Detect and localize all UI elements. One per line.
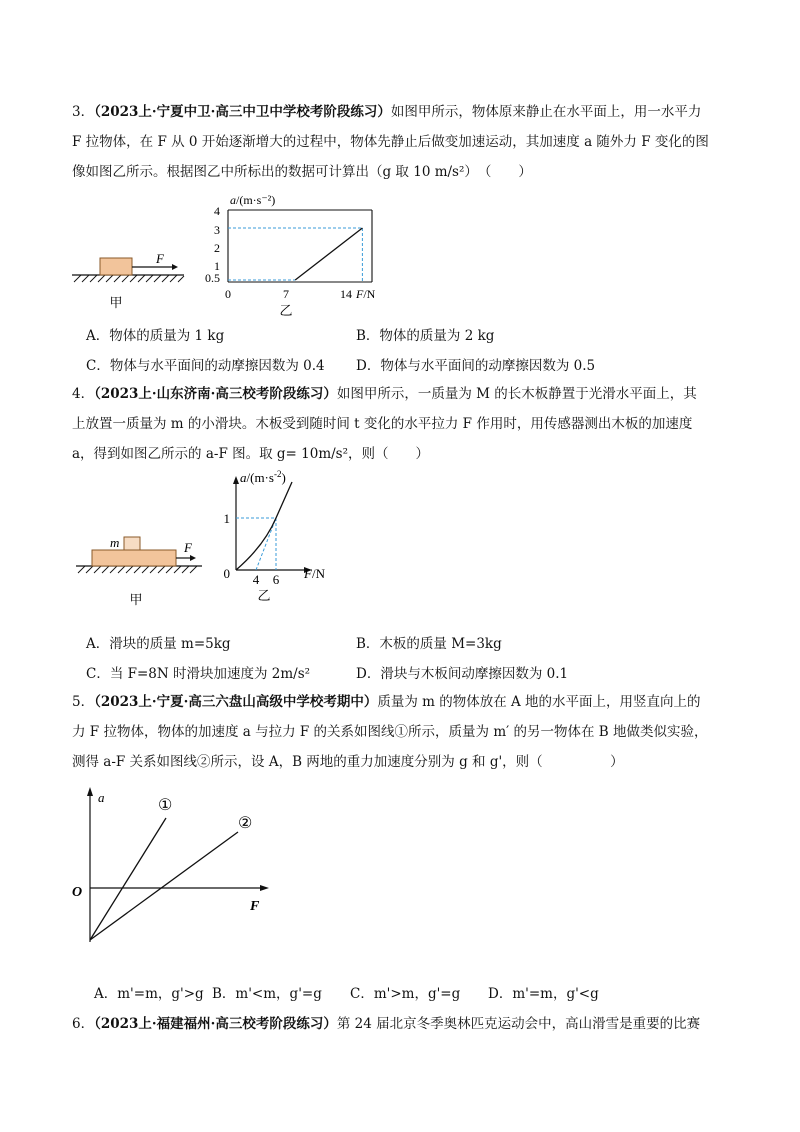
q5-line-2-label: ② [238,815,253,832]
q5-x-label: F [250,899,260,914]
q4-option-b[interactable]: B．木板的质量 M=3kg [356,636,502,652]
q3-option-b[interactable]: B．物体的质量为 2 kg [356,328,495,344]
q4-number: 4． [72,386,95,402]
q4-yi-caption: 乙 [257,588,271,603]
q4-jia-mass-label: m [110,535,120,550]
q3-line-1 [72,102,701,122]
q4-option-a[interactable]: A．滑块的质量 m=5kg [86,636,231,652]
q5-line-2: 力 F 拉物体，物体的加速度 a 与拉力 F 的关系如图线①所示，质量为 m′ 的另一物体在 B 地做类似实验， [72,724,708,740]
q5-line-1 [72,692,701,712]
q3-option-d[interactable]: D．物体与水平面间的动摩擦因数为 0.5 [356,358,596,374]
q5-option-c[interactable]: C．m'>m，g'=g [350,986,461,1002]
q5-option-d[interactable]: D．m'=m，g'<g [488,986,599,1002]
q4-chart [218,470,328,605]
q5-line-2-graph [90,832,238,940]
q6-line-1 [72,1014,700,1034]
q5-line-1-label: ① [158,797,173,814]
arrow-icon [190,555,196,561]
q5-y-label: a [98,790,105,805]
board-icon [92,550,176,566]
q5-option-a[interactable]: A．m'=m，g'>g [94,986,204,1002]
q5-option-b[interactable]: B．m'<m，g'=g [212,986,322,1002]
q6-source: （2023上·福建福州·高三校考阶段练习） [94,1016,337,1032]
q3-jia-caption: 甲 [109,295,123,310]
q3-ytick-3: 3 [214,223,220,237]
q4-line-1 [72,384,697,404]
arrow-icon [172,264,178,270]
q6-text-1: 第 24 届北京冬季奥林匹克运动会中，高山滑雪是重要的比赛 [336,1016,701,1032]
q3-jia-force-label: F [156,251,164,266]
q4-option-c[interactable]: C．当 F=8N 时滑块加速度为 2m/s² [86,666,311,682]
q5-number: 5． [72,694,95,710]
q5-text-1: 质量为 m 的物体放在 A 地的水平面上，用竖直向上的 [377,694,701,710]
q5-origin: O [72,885,83,900]
block-icon [100,258,132,275]
q4-jia-caption: 甲 [129,592,143,607]
q4-curve [236,482,292,570]
q5-source: （2023上·宁夏·高三六盘山高级中学校考期中） [94,694,378,710]
q4-xtick-4: 4 [252,572,260,587]
q4-source: （2023上·山东济南·高三校考阶段练习） [94,386,337,402]
q3-figure-jia [72,245,192,315]
q3-line-2: F 拉物体，在 F 从 0 开始逐渐增大的过程中，物体先静止后做变加速运动，其加速度 a 随外力 F 变化的图 [72,134,709,150]
q3-xtick-7: 7 [283,287,289,301]
q6-number: 6． [72,1016,95,1032]
q5-line-1-graph [90,818,166,940]
q3-x-label: F/N [356,287,376,301]
q4-option-d[interactable]: D．滑块与木板间动摩擦因数为 0.1 [356,666,569,682]
q3-ytick-2: 2 [214,241,220,255]
q5-graph [66,782,286,952]
slider-block-icon [124,537,140,550]
q3-yi-caption: 乙 [279,303,293,318]
q3-option-a[interactable]: A．物体的质量为 1 kg [86,328,225,344]
q3-y-label: a/(m·s⁻²) [230,193,276,207]
q4-text-1: 如图甲所示，一质量为 M 的长木板静置于光滑水平面上，其 [336,386,697,402]
q3-option-c[interactable]: C．物体与水平面间的动摩擦因数为 0.4 [86,358,325,374]
q3-ytick-0-5: 0.5 [205,271,220,285]
q5-line-3: 测得 a-F 关系如图线②所示，设 A，B 两地的重力加速度分别为 g 和 g'，则（ ） [72,754,624,770]
q3-xtick-14: 14 [340,287,352,301]
q4-ytick-1: 1 [223,511,230,526]
q3-source: （2023上·宁夏中卫·高三中卫中学校考阶段练习） [94,104,391,120]
q3-ytick-4: 4 [214,204,220,218]
q4-xtick-6: 6 [272,572,280,587]
q4-y-label: $a/(m\cdot s^{-2})$ [240,470,286,485]
q3-ytick-1: 1 [214,259,220,273]
q3-origin: 0 [225,287,231,301]
y-arrow-icon [233,476,239,484]
q3-number: 3． [72,104,95,120]
q4-x-label: F/N [304,566,325,581]
q4-figure-jia [72,530,212,610]
x-arrow-icon [260,885,269,891]
q3-text-1: 如图甲所示，物体原来静止在水平面上，用一水平力 [390,104,702,120]
q3-series-line [295,228,362,280]
q4-line-3: a，得到如图乙所示的 a-F 图。取 g= 10m/s²，则（ ） [72,446,430,462]
q4-line-2: 上放置一质量为 m 的小滑块。木板受到随时间 t 变化的水平拉力 F 作用时，用传感器测出木板的加速度 [72,416,693,432]
y-arrow-icon [87,787,93,796]
q3-chart [200,190,400,325]
q3-line-3: 像如图乙所示。根据图乙中所标出的数据可计算出（g 取 10 m/s²） （ ） [72,164,532,180]
q4-jia-force-label: F [184,540,192,555]
q4-origin: 0 [223,566,230,581]
